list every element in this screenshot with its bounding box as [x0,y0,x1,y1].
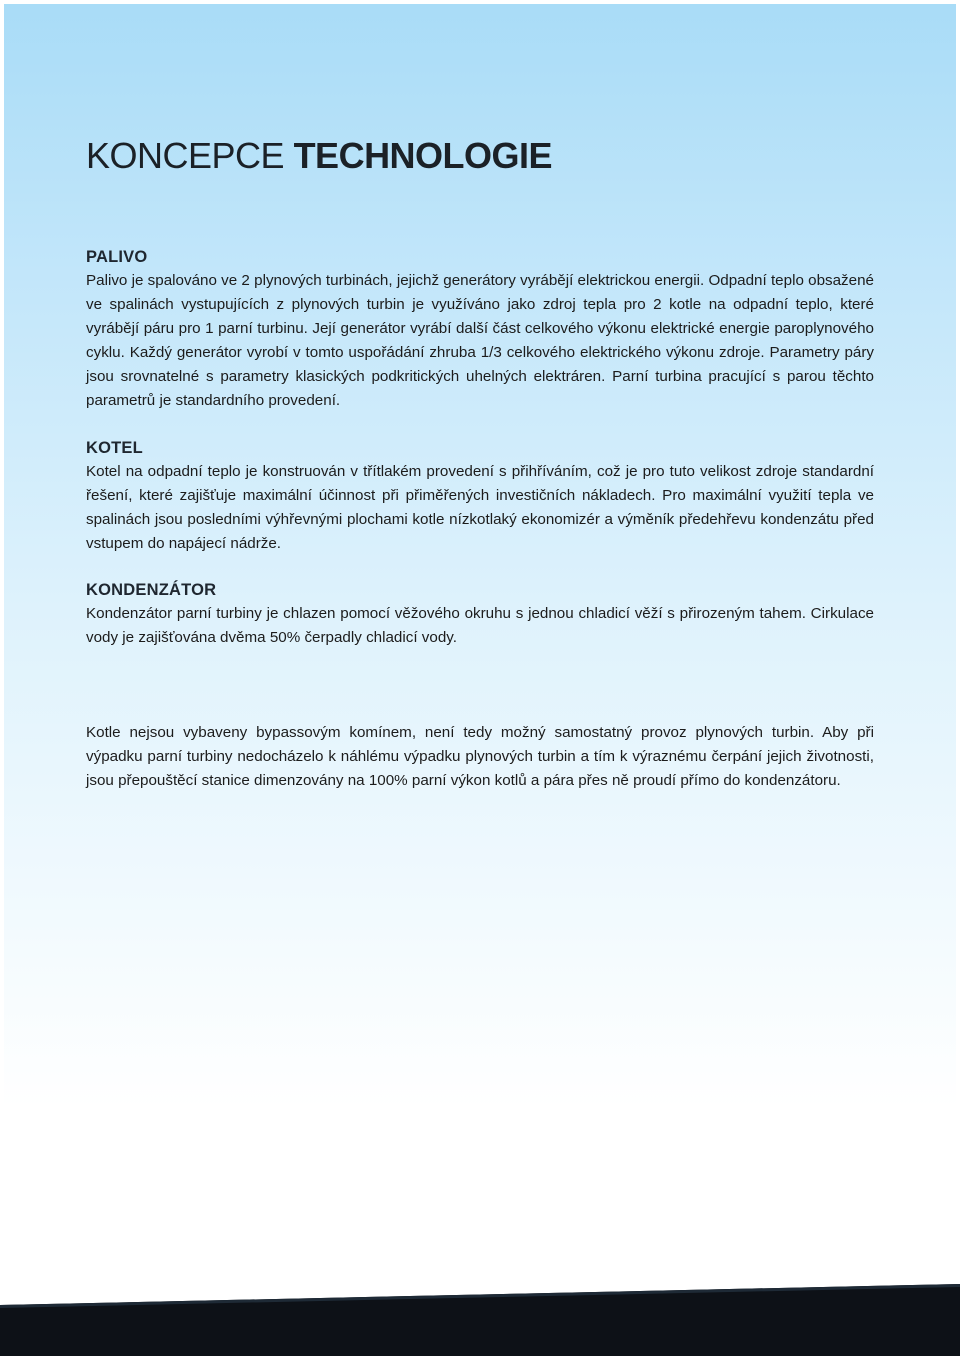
section-paragraph: Kondenzátor parní turbiny je chlazen pomocí věžového okruhu s jednou chladicí věží s přirozeným tahem. Cirkulace vody je zajišťována dvěma 50% čerpadly chladicí vody. [86,605,874,646]
closing-note [86,721,874,793]
section-heading: KONDENZÁTOR [86,581,217,599]
title-bold-part: TECHNOLOGIE [293,135,553,176]
page-background [4,4,956,1350]
section-kondenzator [86,578,874,650]
section-paragraph: Palivo je spalováno ve 2 plynových turbinách, jejichž generátory vyrábějí elektrickou energii. Odpadní teplo obsažené ve spalinách vystupujících z plynových turbin je využíváno jako zdroj tepla pro 2 kotle na odpadní teplo, které vyrábějí páru pro 1 parní turbinu. Její generátor vyrábí další část celkového výkonu elektrické energie paroplynového cyklu. Každý generátor vyrobí v tomto uspořádání zhruba 1/3 celkového elektrického výkonu zdroje. Parametry páry jsou srovnatelné s parametry klasických podkritických uhelných elektráren. Parní turbina pracující s parou těchto parametrů je standardního provedení. [86,272,874,409]
section-palivo [86,245,874,413]
section-heading: PALIVO [86,248,148,266]
section-kotel [86,436,874,556]
page-title [86,134,552,178]
section-paragraph: Kotel na odpadní teplo je konstruován v třítlakém provedení s přihříváním, což je pro tuto velikost zdroje standardní řešení, které zajišťuje maximální účinnost při přiměřených investičních nákladech. Pro maximální využití tepla ve spalinách jsou posledními výhřevnými plochami kotle nízkotlaký ekonomizér a výměník předehřevu kondenzátu před vstupem do napájecí nádrže. [86,463,874,552]
note-paragraph: Kotle nejsou vybaveny bypassovým komínem, není tedy možný samostatný provoz plynových turbin. Aby při výpadku parní turbiny nedocházelo k náhlému výpadku plynových turbin a tím k výraznému čerpání jejich životnosti, jsou přepouštěcí stanice dimenzovány na 100% parní výkon kotlů a pára přes ně proudí přímo do kondenzátoru. [86,724,874,789]
section-heading: KOTEL [86,439,143,457]
title-light-part: KONCEPCE [86,135,285,176]
bottom-decorative-band [0,1284,960,1356]
